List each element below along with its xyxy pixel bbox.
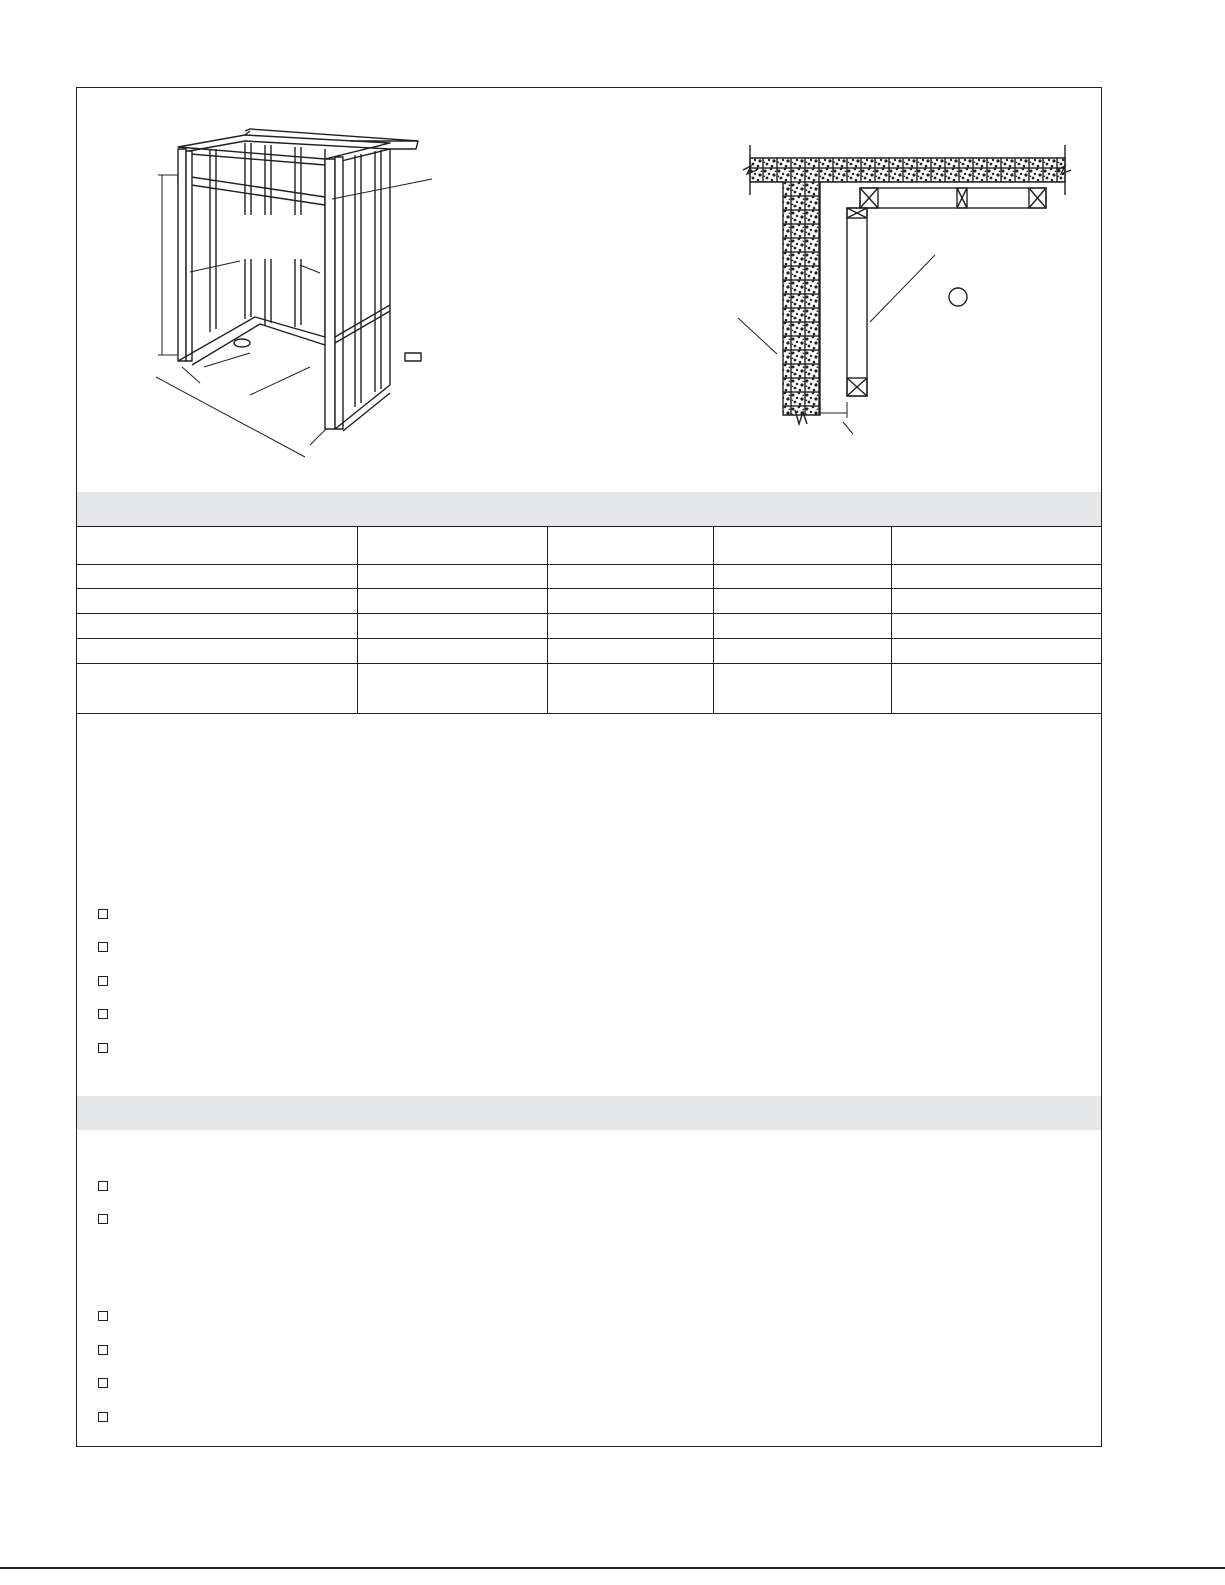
checkbox[interactable] <box>98 1043 108 1053</box>
table-row <box>77 639 1101 664</box>
checkbox[interactable] <box>98 942 108 952</box>
table-header-band <box>77 492 1101 527</box>
table-row <box>77 565 1101 589</box>
table-row <box>77 589 1101 614</box>
wall-section-illustration <box>735 140 1080 440</box>
table-row <box>77 527 1101 565</box>
table-row <box>77 614 1101 639</box>
checkbox[interactable] <box>98 1009 108 1019</box>
checkbox[interactable] <box>98 1214 108 1224</box>
checkbox[interactable] <box>98 1181 108 1191</box>
shower-framing-illustration <box>150 127 450 462</box>
checkbox[interactable] <box>98 909 108 919</box>
table-row <box>77 664 1101 714</box>
checkbox[interactable] <box>98 1345 108 1355</box>
checkbox[interactable] <box>98 976 108 986</box>
checkbox[interactable] <box>98 1412 108 1422</box>
checkbox[interactable] <box>98 1311 108 1321</box>
specification-table <box>77 526 1101 714</box>
footer-rule <box>0 1567 1225 1569</box>
checkbox[interactable] <box>98 1378 108 1388</box>
section-header-band <box>77 1096 1101 1130</box>
